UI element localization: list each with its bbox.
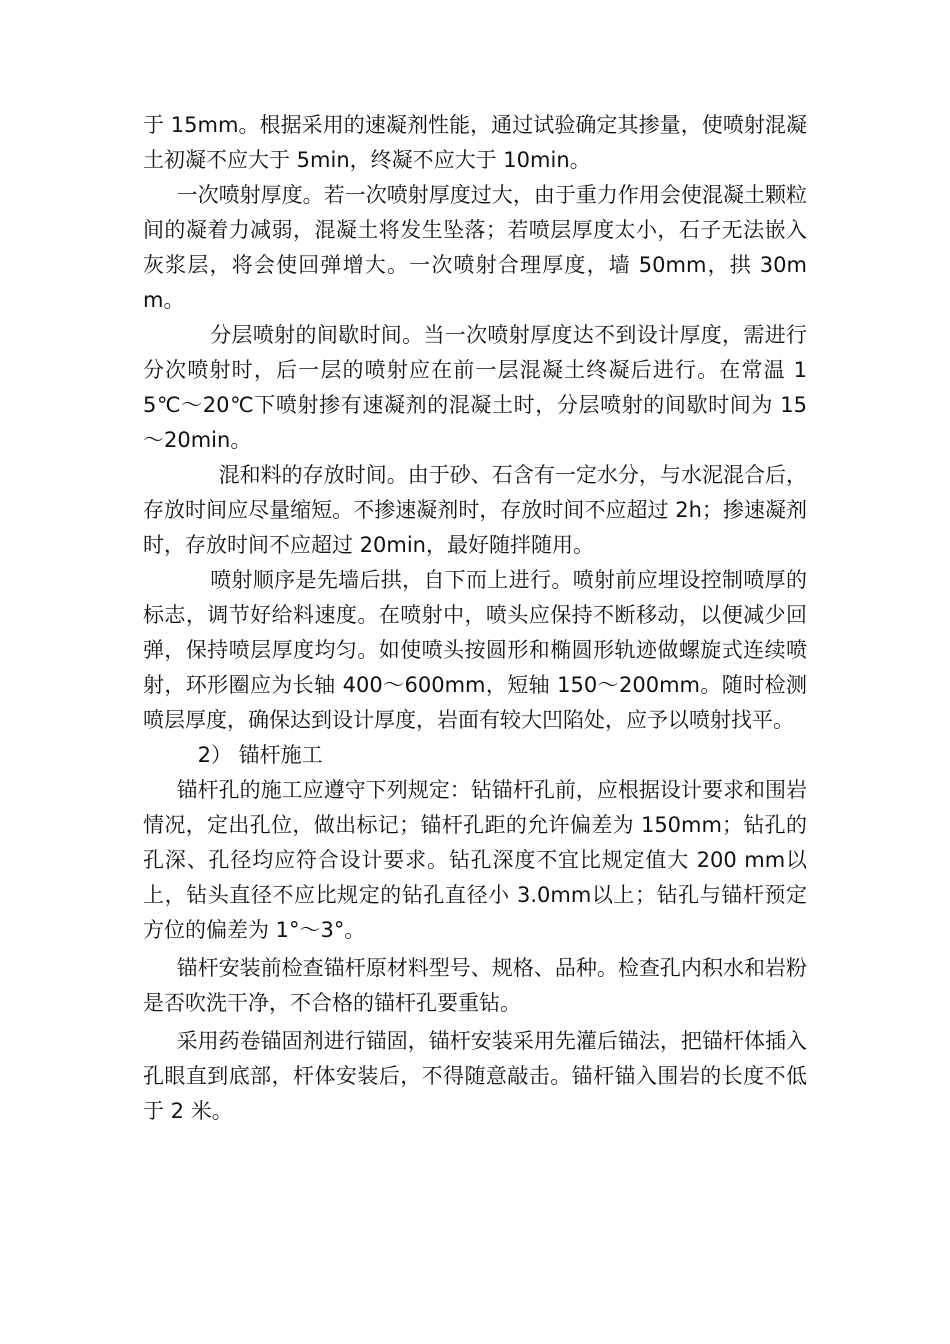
paragraph-single-spray-thickness: 一次喷射厚度。若一次喷射厚度过大，由于重力作用会使混凝土颗粒间的凝着力减弱，混凝土将发生坠落；若喷层厚度太小，石子无法嵌入灰浆层，将会使回弹增大。一次喷射合理厚度，墙 50mm，拱 30mm。 xyxy=(143,183,807,312)
paragraph-mix-storage-time: 混和料的存放时间。由于砂、石含有一定水分，与水泥混合后，存放时间应尽量缩短。不掺速凝剂时，存放时间不应超过 2h；掺速凝剂时，存放时间不应超过 20min，最好随拌随用。 xyxy=(143,463,807,557)
paragraph-anchor-material-check: 锚杆安装前检查锚杆原材料型号、规格、品种。检查孔内积水和岩粉是否吹洗干净，不合格的锚杆孔要重钻。 xyxy=(143,956,807,1015)
paragraph-anchor-grouting: 采用药卷锚固剂进行锚固，锚杆安装采用先灌后锚法，把锚杆体插入孔眼直到底部，杆体安装后，不得随意敲击。锚杆锚入围岩的长度不低于 2 米。 xyxy=(143,1029,807,1123)
paragraph-shotcrete-setting-time: 于 15mm。根据采用的速凝剂性能，通过试验确定其掺量，使喷射混凝土初凝不应大于 5min，终凝不应大于 10min。 xyxy=(143,113,807,172)
document-body xyxy=(143,108,807,1129)
section-heading-anchor-construction: 2） 锚杆施工 xyxy=(197,743,323,767)
paragraph-anchor-hole-rules: 锚杆孔的施工应遵守下列规定：钻锚杆孔前，应根据设计要求和围岩情况，定出孔位，做出标记；锚杆孔距的允许偏差为 150mm；钻孔的孔深、孔径均应符合设计要求。钻孔深度不宜比规定值大 200 mm以上，钻头直径不应比规定的钻孔直径小 3.0mm以上；钻孔与锚杆预定方位的偏差为 1°～3°。 xyxy=(143,778,808,942)
paragraph-layered-spray-interval: 分层喷射的间歇时间。当一次喷射厚度达不到设计厚度，需进行分次喷射时，后一层的喷射应在前一层混凝土终凝后进行。在常温 15℃～20℃下喷射掺有速凝剂的混凝土时，分层喷射的间歇时间为 15～20min。 xyxy=(143,323,807,452)
paragraph-spray-sequence: 喷射顺序是先墙后拱，自下而上进行。喷射前应埋设控制喷厚的标志，调节好给料速度。在喷射中，喷头应保持不断移动，以便减少回弹，保持喷层厚度均匀。如使喷头按圆形和椭圆形轨迹做螺旋式连续喷射，环形圈应为长轴 400～600mm，短轴 150～200mm。随时检测喷层厚度，确保达到设计厚度，岩面有较大凹陷处，应予以喷射找平。 xyxy=(143,568,807,732)
